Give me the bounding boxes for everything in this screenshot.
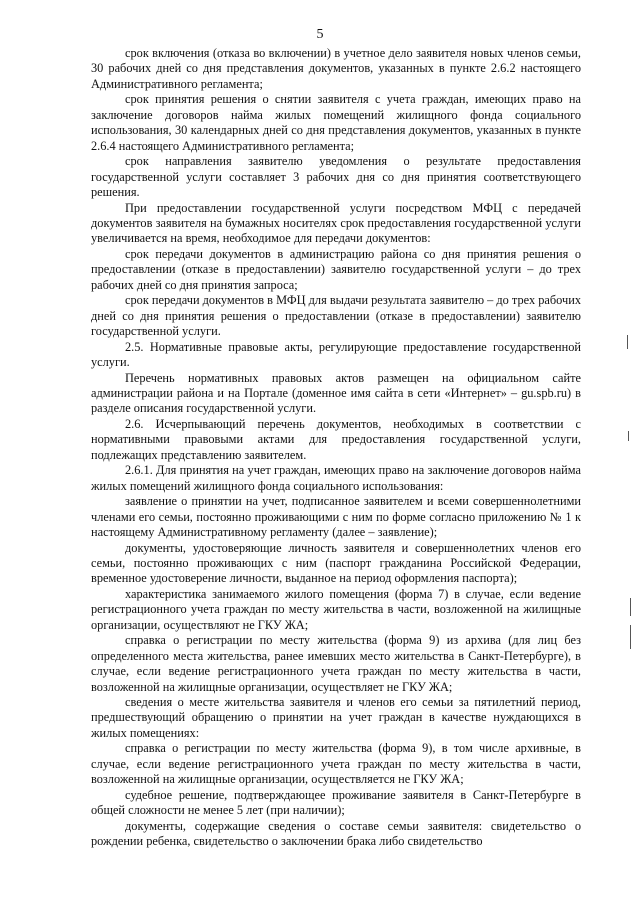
- paragraph-removal-deadline: срок принятия решения о снятии заявителя с учета граждан, имеющих право на заключение договоров найма жилых помещений жилищного фонда социального использования, 30 календарных дней со дня представления документов, указанных в пункте 2.6.4 настоящего Административного регламента;: [91, 92, 581, 153]
- section-heading-2-5: 2.5. Нормативные правовые акты, регулирующие предоставление государственной услуги.: [91, 339, 581, 370]
- list-item-application: заявление о принятии на учет, подписанное заявителем и всеми совершеннолетними членами его семьи, постоянно проживающими с ним по форме согласно приложению № 1 к настоящему Административному регламенту (далее – заявление);: [91, 494, 581, 540]
- scan-margin-mark: [630, 598, 631, 616]
- paragraph-notification-deadline: срок направления заявителю уведомления о результате предоставления государственной услуги составляет 3 рабочих дня со дня принятия соответствующего решения.: [91, 154, 581, 200]
- list-item-registration-certificate: справка о регистрации по месту жительства (форма 9), в том числе архивные, в случае, если ведение регистрационного учета граждан по месту жительства в части, возложенной на жилищные организации, осуществляется не ГКУ ЖА;: [91, 741, 581, 787]
- paragraph-new-members-deadline: срок включения (отказа во включении) в учетное дело заявителя новых членов семьи, 30 рабочих дней со дня представления документов, указанных в пункте 2.6.2 настоящего Административного регламента;: [91, 46, 581, 91]
- paragraph-legal-acts-list: Перечень нормативных правовых актов размещен на официальном сайте администрации района и на Портале (доменное имя сайта в сети «Интернет» – gu.spb.ru) в разделе описания государственной услуги.: [91, 370, 581, 416]
- section-heading-2-6: 2.6. Исчерпывающий перечень документов, необходимых в соответствии с нормативными правовыми актами для предоставления государственной услуги, подлежащих представлению заявителем.: [91, 416, 581, 462]
- list-item-archive-certificate: справка о регистрации по месту жительства (форма 9) из архива (для лиц без определенного места жительства, ранее имевших место жительства в Санкт-Петербурге), в случае, если ведение регистрационного учета граждан по месту жительства в части, возложенной на жилищные организации, осуществляет не ГКУ ЖА;: [91, 633, 581, 694]
- scan-margin-mark: [630, 625, 631, 649]
- list-item-housing-characteristic: характеристика занимаемого жилого помещения (форма 7) в случае, если ведение регистрационного учета граждан по месту жительства в части, возложенной на жилищные организации, осуществляют не ГКУ ЖА;: [91, 586, 581, 632]
- paragraph-transfer-to-mfc: срок передачи документов в МФЦ для выдачи результата заявителю – до трех рабочих дней со дня принятия решения о предоставлении (отказе в предоставлении) заявителю государственной услуги.: [91, 293, 581, 339]
- page-number: 5: [316, 27, 324, 42]
- paragraph-mfc-transfer-intro: При предоставлении государственной услуги посредством МФЦ с передачей документов заявителя на бумажных носителях срок предоставления государственной услуги увеличивается на время, необходимое для передачи документов:: [91, 200, 581, 246]
- scan-margin-mark: [628, 431, 629, 441]
- list-item-court-decision: судебное решение, подтверждающее проживание заявителя в Санкт-Петербурге в общей сложности не менее 5 лет (при наличии);: [91, 787, 581, 818]
- paragraph-transfer-to-administration: срок передачи документов в администрацию района со дня принятия решения о предоставлении (отказе в предоставлении) заявителю государственной услуги – до трех рабочих дней со дня принятия запроса;: [91, 246, 581, 292]
- scan-margin-mark: [627, 335, 628, 349]
- document-body: [91, 46, 581, 850]
- list-item-residence-history: сведения о месте жительства заявителя и членов его семьи за пятилетний период, предшествующий обращению о принятии на учет граждан в качестве нуждающихся в жилых помещениях:: [91, 695, 581, 740]
- section-heading-2-6-1: 2.6.1. Для принятия на учет граждан, имеющих право на заключение договоров найма жилых помещений жилищного фонда социального использования:: [91, 463, 581, 493]
- list-item-identity-documents: документы, удостоверяющие личность заявителя и совершеннолетних членов его семьи, постоянно проживающих с ним (паспорт гражданина Российской Федерации, временное удостоверение личности, выданное на период оформления паспорта);: [91, 540, 581, 586]
- list-item-family-documents: документы, содержащие сведения о составе семьи заявителя: свидетельство о рождении ребенка, свидетельство о заключении брака либо свидетельство: [91, 818, 581, 849]
